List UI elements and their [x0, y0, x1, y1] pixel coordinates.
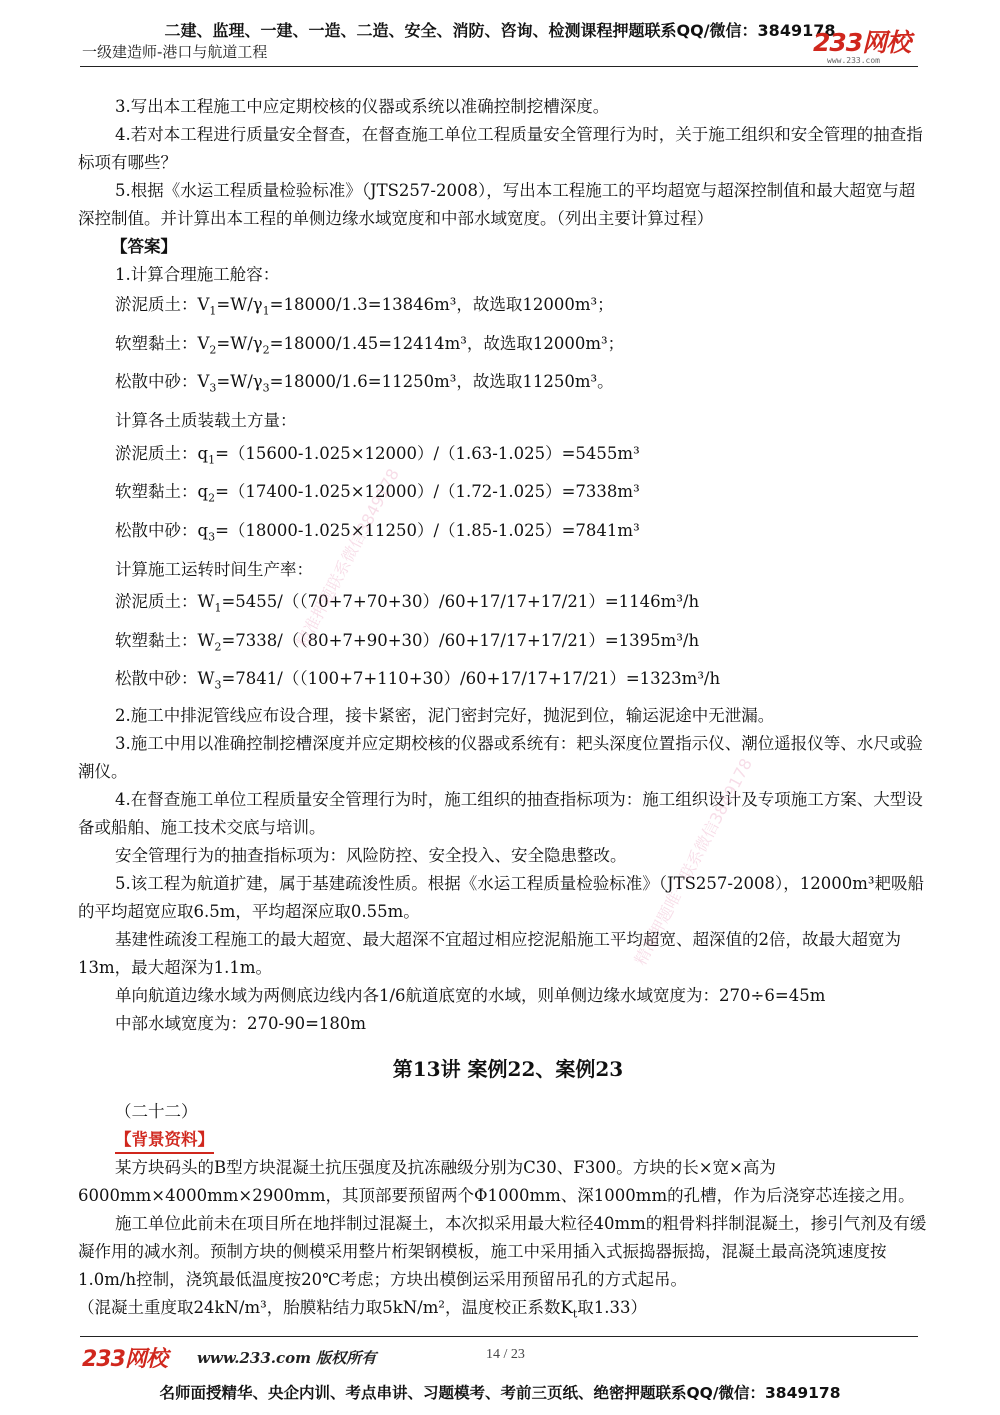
- lecture-title: 第13讲 案例22、案例23: [392, 1057, 624, 1082]
- answer-5-max: 基建性疏浚工程施工的最大超宽、最大超深不宜超过相应挖泥船施工平均超宽、超深值的2倍，故最大超宽为13m，最大超深为1.1m。: [78, 930, 901, 978]
- answer-5: 5.该工程为航道扩建，属于基建疏浚性质。根据《水运工程质量检验标准》（JTS257-2008），12000m³耙吸船的平均超宽应取6.5m，平均超深应取0.55m。: [78, 874, 924, 922]
- top-contact-banner: 二建、监理、一建、一造、二造、安全、消防、咨询、检测课程押题联系QQ/微信：3849178: [164, 21, 836, 40]
- question-4: 4.若对本工程进行质量安全督查，在督查施工单位工程质量安全管理行为时，关于施工组织和安全管理的抽查指标项有哪些？: [78, 125, 923, 172]
- background-para-1: 某方块码头的B型方块混凝土抗压强度及抗冻融级分别为C30、F300。方块的长×宽×高为6000mm×4000mm×2900mm，其顶部要预留两个Φ1000mm、深1000mm的孔槽，作为后浇穿芯连接之用。: [78, 1158, 915, 1206]
- background-note: （混凝土重度取24kN/m³，胎膜粘结力取5kN/m²，温度校正系数$K_t$取1.33）: [78, 1298, 648, 1321]
- productivity-title: 计算施工运转时间生产率：: [115, 559, 313, 579]
- bottom-contact-banner: 名师面授精华、央企内训、考点串讲、习题模考、考前三页纸、绝密押题联系QQ/微信：3849178: [159, 1384, 841, 1402]
- brand-logo-url: www.233.com: [827, 56, 880, 65]
- productivity-row: 淤泥质土：$W_1=5455/((70+7+70+30)/60+17/17+17/21)=1146m^3/h$: [115, 592, 700, 615]
- brand-logo: [813, 30, 933, 66]
- productivity-row: 松散中砂：$W_3=7841/((100+7+110+30)/60+17/17+17/21)=1323m^3/h$: [115, 669, 721, 692]
- answer-1-title: 1.计算合理施工舱容：: [115, 265, 280, 284]
- document-subtitle: 一级建造师-港口与航道工程: [82, 43, 268, 61]
- watermark-2: 精准押题唯一联系微信3849178: [630, 755, 756, 969]
- header-divider: [80, 66, 918, 67]
- footer-logo: 233网校: [82, 1347, 167, 1372]
- load-title: 计算各土质装载土方量：: [115, 411, 297, 431]
- watermark-1: 精准押题联系微信3849178: [292, 465, 403, 651]
- answer-4: 4.在督查施工单位工程质量安全管理行为时，施工组织的抽查指标项为：施工组织设计及专项施工方案、大型设备或船舶、施工技术交底与培训。: [78, 790, 923, 838]
- volume-row: 软塑黏土：$V_2=W/\gamma_2=18000/1.45=12414m^3$，故选取12000m³；: [115, 333, 625, 356]
- productivity-row: 软塑黏土：$W_2=7338/((80+7+90+30)/60+17/17+17/21)=1395m^3/h$: [115, 630, 700, 654]
- question-3: 3.写出本工程施工中应定期校核的仪器或系统以准确控制挖槽深度。: [115, 97, 610, 116]
- background-heading: 【背景资料】: [115, 1128, 214, 1154]
- load-row: 淤泥质土：$q_1=(15600-1.025\times 12000)/(1.63-1.025)=5455m^3$: [115, 443, 640, 466]
- volume-row: 淤泥质土：$V_1=W/\gamma_1=18000/1.3=13846m^3$，故选取12000m³；: [115, 295, 614, 318]
- footer-copyright: www.233.com 版权所有: [197, 1349, 377, 1367]
- answer-4-safety: 安全管理行为的抽查指标项为：风险防控、安全投入、安全隐患整改。: [115, 846, 627, 866]
- brand-logo-text: 233网校: [813, 28, 911, 57]
- load-row: 松散中砂：$q_3=(18000-1.025\times 11250)/(1.85-1.025)=7841m^3$: [115, 520, 640, 544]
- volume-row: 松散中砂：$V_3=W/\gamma_3=18000/1.6=11250m^3$，故选取11250m³。: [115, 372, 614, 395]
- footer-divider: [80, 1336, 918, 1337]
- load-row: 软塑黏土：$q_2=(17400-1.025\times 12000)/(1.72-1.025)=7338m^3$: [115, 482, 640, 505]
- question-5: 5.根据《水运工程质量检验标准》（JTS257-2008），写出本工程施工的平均超宽与超深控制值和最大超宽与超深控制值。并计算出本工程的单侧边缘水域宽度和中部水域宽度。（列出主要计算过程）: [78, 181, 916, 228]
- background-para-2: 施工单位此前未在项目所在地拌制过混凝土，本次拟采用最大粒径40mm的粗骨料拌制混凝土，掺引气剂及有缓凝作用的减水剂。预制方块的侧模采用整片桁架钢模板，施工中采用插入式振捣器振捣，混凝土最高浇筑速度按1.0m/h控制，浇筑最低温度按20℃考虑；方块出模倒运采用预留吊孔的方式起吊。: [78, 1214, 927, 1290]
- answer-2: 2.施工中排泥管线应布设合理，接卡紧密，泥门密封完好，抛泥到位，输运泥途中无泄漏。: [115, 706, 775, 726]
- answer-5-edge: 单向航道边缘水域为两侧底边线内各1/6航道底宽的水域，则单侧边缘水域宽度为：270÷6=45m: [115, 986, 826, 1006]
- page-content: [78, 93, 930, 1328]
- answer-5-middle: 中部水域宽度为：270-90=180m: [115, 1014, 367, 1034]
- answer-3: 3.施工中用以准确控制挖槽深度并应定期校核的仪器或系统有：耙头深度位置指示仪、潮位遥报仪等、水尺或验潮仪。: [78, 734, 923, 782]
- answer-heading: 【答案】: [111, 237, 177, 256]
- page-number: 14 / 23: [486, 1347, 525, 1362]
- case-number: （二十二）: [115, 1102, 198, 1122]
